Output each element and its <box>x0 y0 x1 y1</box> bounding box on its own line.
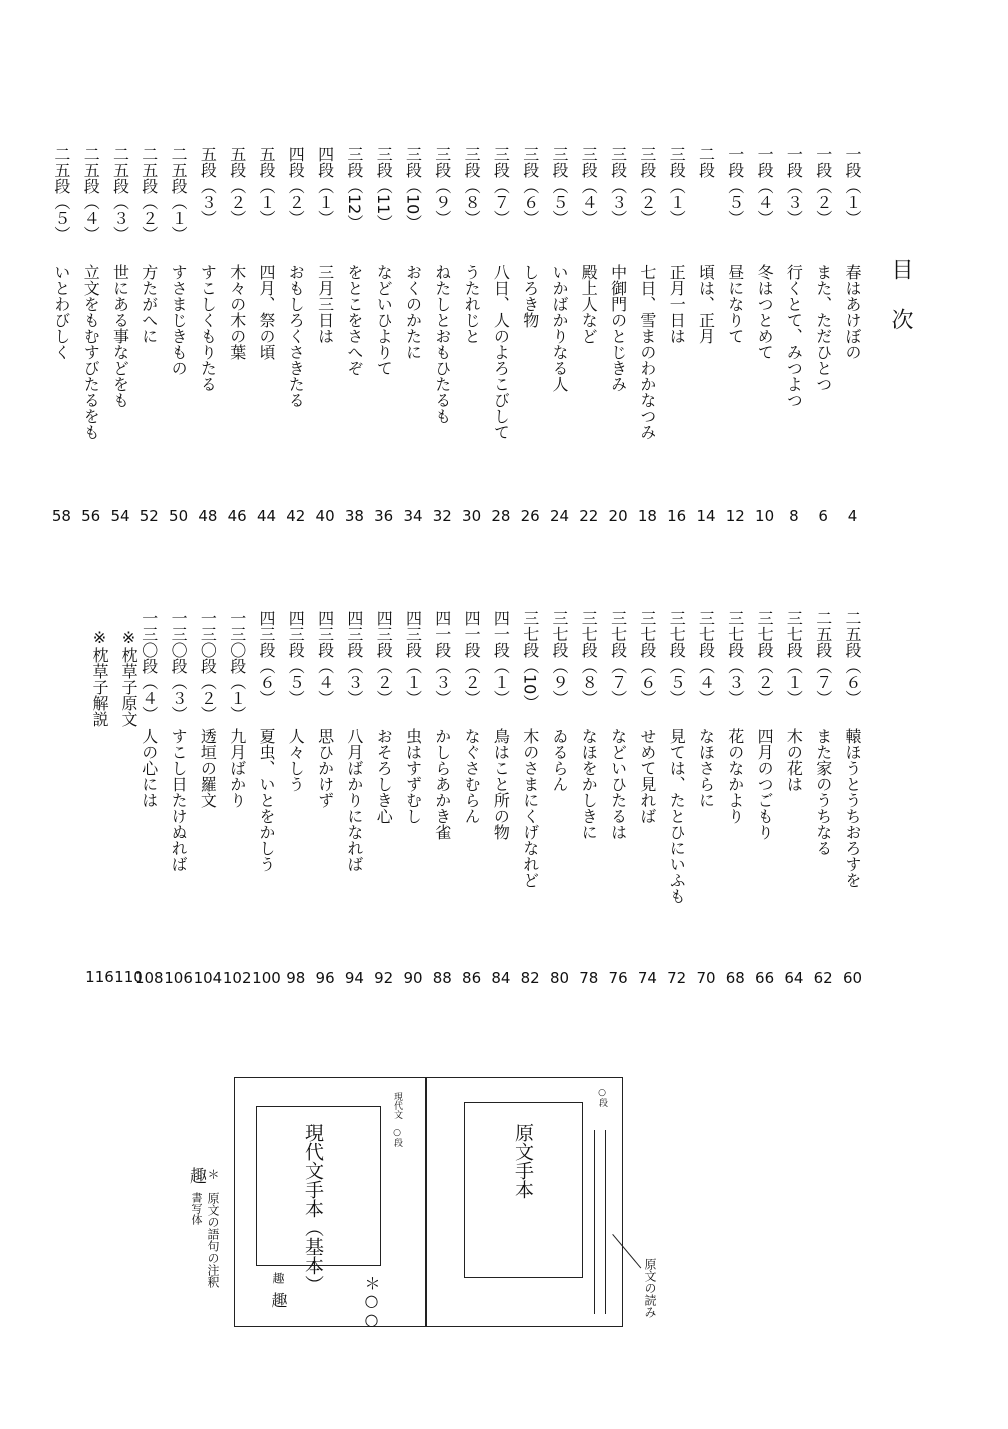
toc-entry <box>721 146 750 686</box>
note-page-number: 110 <box>114 968 143 986</box>
toc-entry <box>692 610 721 1150</box>
toc-entry <box>633 146 662 686</box>
toc-entry <box>252 146 281 686</box>
toc-page-number: 14 <box>696 507 716 525</box>
toc-entry <box>574 146 603 686</box>
toc-entry <box>838 146 867 686</box>
toc-page-number: 84 <box>491 969 511 987</box>
toc-entry-title: なほさらに <box>696 728 716 808</box>
toc-entry <box>516 146 545 686</box>
left-page-header: 現代文 ○段 <box>392 1092 402 1147</box>
toc-entry <box>340 610 369 1150</box>
page-layout-diagram <box>234 1077 623 1327</box>
toc-section-number: 三段（12） <box>344 146 364 231</box>
toc-entry-title: おもしろくさきたる <box>286 264 306 408</box>
toc-page-number: 22 <box>579 507 599 525</box>
toc-page-number: 96 <box>315 969 335 987</box>
toc-page-number: 64 <box>784 969 804 987</box>
toc-section-number: 二段 <box>696 146 716 178</box>
toc-entry-title: うたれじと <box>462 264 482 344</box>
toc-entry <box>662 146 691 686</box>
toc-entry <box>428 610 457 1150</box>
toc-entry-title: をとこをさへぞ <box>344 264 364 376</box>
legend-style-label: 書写体 <box>190 1192 203 1225</box>
toc-section-number: 三段（１） <box>667 146 687 226</box>
toc-section-number: 三七段（２） <box>755 610 775 706</box>
toc-section-number: 五段（２） <box>227 146 247 226</box>
toc-page-number: 66 <box>755 969 775 987</box>
toc-page-number: 42 <box>286 507 306 525</box>
toc-page-number: 102 <box>222 969 252 987</box>
toc-entry-title: 四月のつごもり <box>755 728 775 840</box>
toc-entry <box>516 610 545 1150</box>
toc-entry-title: 立文をもむすびたるをも <box>81 264 101 440</box>
toc-section-number: 五段（３） <box>198 146 218 226</box>
toc-page-number: 30 <box>462 507 482 525</box>
toc-page-number: 58 <box>51 507 71 525</box>
toc-entry <box>428 146 457 686</box>
toc-section-number: 三七段（３） <box>725 610 745 706</box>
toc-page-number: 6 <box>818 507 828 525</box>
toc-entry <box>193 610 222 1150</box>
toc-section-number: 三段（５） <box>550 146 569 226</box>
toc-section-number: 三段（11） <box>374 146 394 231</box>
toc-section-number: 二五段（１） <box>169 146 189 242</box>
toc-page-number: 18 <box>637 507 657 525</box>
toc-page-number: 100 <box>252 969 281 987</box>
toc-section-number: 一段（１） <box>843 146 862 226</box>
toc-entry <box>750 146 779 686</box>
toc-section-number: 四一段（３） <box>432 610 452 706</box>
reading-line-1 <box>594 1130 595 1314</box>
toc-entry-title: すこし日たけぬれば <box>169 728 189 872</box>
shumi-print-label: 趣 <box>271 1272 285 1284</box>
toc-entry-title: 九月ばかり <box>227 728 247 808</box>
toc-entry <box>164 610 193 1150</box>
toc-entry <box>223 146 252 686</box>
toc-page-number: 50 <box>169 507 189 525</box>
asterisk-notes-mark: ＊○○ <box>362 1275 381 1329</box>
toc-entry <box>779 610 808 1150</box>
toc-section-number: 三段（６） <box>520 146 540 226</box>
toc-section-number: 四三段（４） <box>315 610 335 706</box>
toc-entry-title: 頃は、正月 <box>696 264 716 344</box>
toc-entry <box>809 610 838 1150</box>
toc-section-number: 一段（４） <box>755 146 775 226</box>
toc-page-number: 90 <box>403 969 423 987</box>
toc-section-number: 一三〇段（１） <box>227 610 247 722</box>
toc-entry <box>311 146 340 686</box>
toc-section-number: 二五段（２） <box>139 146 159 242</box>
toc-entry-title: などいひよりて <box>374 264 394 376</box>
toc-entry <box>838 610 867 1150</box>
toc-entry-title: なぐさむらん <box>462 728 482 824</box>
toc-entry <box>721 610 750 1150</box>
toc-page-number: 68 <box>725 969 745 987</box>
toc-entry <box>662 610 691 1150</box>
toc-entry-title: 八月ばかりになれば <box>344 728 364 872</box>
toc-page-number: 92 <box>374 969 394 987</box>
toc-entry-title: 木の花は <box>784 728 804 792</box>
toc-section-number: 四段（１） <box>315 146 335 226</box>
toc-entry-title: 虫はすずむし <box>403 728 423 824</box>
toc-page-number: 60 <box>842 969 863 987</box>
toc-page-number: 40 <box>315 507 335 525</box>
toc-page-number: 8 <box>789 507 799 525</box>
toc-section-number: 三段（４） <box>579 146 599 226</box>
original-text-label: 原文手本 <box>512 1123 534 1199</box>
spread-divider <box>425 1078 427 1326</box>
toc-section-number: 二五段（６） <box>843 610 862 706</box>
toc-entry-title: 八日、人のよろこびして <box>491 264 511 440</box>
toc-page-number: 78 <box>579 969 599 987</box>
toc-entry-title: 方たがへに <box>139 264 159 344</box>
toc-page-number: 38 <box>344 507 364 525</box>
toc-entry <box>779 146 808 686</box>
toc-page-number: 20 <box>608 507 628 525</box>
toc-entry-title: 春はあけぼの <box>843 264 862 360</box>
toc-section-number: 一三〇段（２） <box>198 610 218 722</box>
toc-entry <box>633 610 662 1150</box>
toc-entry-title: なほをかしきに <box>579 728 599 840</box>
toc-entry <box>692 146 721 686</box>
toc-entry-title: 木のさまにくげなれど <box>520 728 540 888</box>
toc-page-number: 24 <box>549 507 570 525</box>
toc-entry <box>340 146 369 686</box>
toc-entry <box>106 146 135 686</box>
modern-text-label: 現代文手本（基本） <box>302 1123 324 1294</box>
toc-entry <box>399 610 428 1150</box>
toc-entry-title: 木々の木の葉 <box>227 264 247 360</box>
toc-entry-title: 三月三日は <box>315 264 335 344</box>
toc-entry-title: また、ただひとつ <box>813 264 833 392</box>
toc-entry <box>750 610 779 1150</box>
toc-entry-title: ゐるらん <box>550 728 569 792</box>
reading-label: 原文の読み <box>643 1258 657 1318</box>
toc-section-number: 四一段（２） <box>462 610 482 706</box>
toc-entry <box>545 610 574 1150</box>
toc-page-number: 36 <box>374 507 394 525</box>
toc-entry <box>76 146 105 686</box>
toc-entry <box>486 146 515 686</box>
toc-entry <box>604 610 633 1150</box>
toc-section-number: 四三段（５） <box>286 610 306 706</box>
toc-entry <box>399 146 428 686</box>
toc-page-number: 70 <box>696 969 716 987</box>
toc-section-number: 五段（１） <box>257 146 276 226</box>
toc-page-number: 28 <box>491 507 511 525</box>
toc-page-number: 88 <box>432 969 452 987</box>
toc-section-number: 三段（３） <box>608 146 628 226</box>
toc-page-number: 104 <box>193 969 223 987</box>
toc-section-number: 二五段（３） <box>110 146 130 242</box>
original-text-box <box>464 1102 583 1278</box>
toc-entry <box>281 146 310 686</box>
toc-entry-title: 冬はつとめて <box>755 264 775 360</box>
toc-page-number: 98 <box>286 969 306 987</box>
toc-section-number: 三段（２） <box>637 146 657 226</box>
toc-section-number: 二五段（４） <box>81 146 101 242</box>
toc-entry-title: 夏虫、いとをかしう <box>257 728 276 872</box>
toc-entry-title: すこしくもりたる <box>198 264 218 392</box>
toc-section-number: 四三段（１） <box>403 610 423 706</box>
toc-entry-title: などいひたるは <box>608 728 628 840</box>
toc-page-number: 86 <box>462 969 482 987</box>
toc-entry <box>574 610 603 1150</box>
toc-page-number: 82 <box>520 969 540 987</box>
toc-section-number: 三七段（８） <box>579 610 599 706</box>
toc-entry-title: 鳥はこと所の物 <box>491 728 511 840</box>
toc-entry <box>809 146 838 686</box>
toc-entry-title: 花のなかより <box>725 728 745 824</box>
toc-entry <box>369 610 398 1150</box>
reading-line-2 <box>605 1130 606 1314</box>
note-genbun: ※枕草子原文 <box>119 628 138 727</box>
toc-entry-title: 昼になりて <box>725 264 745 344</box>
toc-section-number: 一三〇段（３） <box>169 610 189 722</box>
toc-entry-title: 中御門のとじきみ <box>608 264 628 392</box>
note-kaisetsu: ※枕草子解説 <box>90 628 109 727</box>
toc-page-number: 12 <box>725 507 745 525</box>
shumi-brush-label: 趣 <box>269 1292 288 1308</box>
toc-entry-title: しろき物 <box>520 264 540 328</box>
toc-section-number: 三七段（４） <box>696 610 716 706</box>
toc-section-number: 三七段（７） <box>608 610 628 706</box>
toc-page-number: 52 <box>139 507 159 525</box>
toc-entry-title: 人の心には <box>139 728 159 808</box>
legend-brush-char: 趣 <box>186 1167 206 1184</box>
toc-entry-title: すさまじきもの <box>169 264 189 376</box>
toc-section-number: 三段（10） <box>403 146 423 231</box>
toc-entry <box>193 146 222 686</box>
toc-section-number: 四三段（６） <box>257 610 276 706</box>
toc-page-number: 4 <box>847 507 858 525</box>
toc-section-number: 三段（９） <box>432 146 452 226</box>
toc-section-number: 一段（３） <box>784 146 804 226</box>
toc-entry-title: また家のうちなる <box>813 728 833 856</box>
toc-title: 目次 <box>888 258 913 358</box>
toc-entry-title: 行くとて、みつよつ <box>784 264 804 408</box>
toc-entry <box>545 146 574 686</box>
toc-section-number: 二五段（７） <box>813 610 833 706</box>
toc-entry <box>457 146 486 686</box>
toc-entry-title: いとわびしく <box>51 264 71 360</box>
toc-entry <box>252 610 281 1150</box>
toc-section-number: 一三〇段（４） <box>139 610 159 722</box>
toc-section-number: 四三段（３） <box>344 610 364 706</box>
toc-page-number: 80 <box>549 969 570 987</box>
toc-entry <box>604 146 633 686</box>
toc-section-number: 三七段（10） <box>520 610 540 711</box>
toc-page-number: 94 <box>344 969 364 987</box>
toc-page-number: 62 <box>813 969 833 987</box>
toc-section-number: 一段（５） <box>725 146 745 226</box>
toc-page-number: 56 <box>81 507 101 525</box>
toc-page-number: 10 <box>755 507 775 525</box>
toc-page-number: 32 <box>432 507 452 525</box>
toc-page-number: 46 <box>227 507 247 525</box>
toc-entry-title: 透垣の羅文 <box>198 728 218 808</box>
toc-entry-title: 七日、雪まのわかなつみ <box>637 264 657 440</box>
toc-entry <box>164 146 193 686</box>
legend-note: ＊ 原文の語句の注釈 <box>206 1168 220 1288</box>
toc-entry-title: かしらあかき雀 <box>432 728 452 840</box>
toc-entry <box>223 610 252 1150</box>
toc-page-number: 106 <box>164 969 193 987</box>
toc-section-number: 四段（２） <box>286 146 306 226</box>
toc-page-number: 54 <box>110 507 130 525</box>
toc-page-number: 76 <box>608 969 628 987</box>
toc-entry <box>369 146 398 686</box>
toc-section-number: 四一段（１） <box>491 610 511 706</box>
toc-section-number: 三段（７） <box>491 146 511 226</box>
toc-entry-title: 四月、祭の頃 <box>257 264 276 360</box>
toc-page-number: 44 <box>256 507 277 525</box>
toc-page-number: 48 <box>198 507 218 525</box>
toc-entry-title: 轅ほうとうちおろすを <box>843 728 862 888</box>
modern-text-box <box>256 1106 381 1294</box>
toc-entry <box>281 610 310 1150</box>
right-page-header: ○段 <box>597 1088 607 1107</box>
toc-entry <box>311 610 340 1150</box>
toc-entry-title: 世にある事などをも <box>110 264 130 408</box>
toc-entry-title: せめて見れば <box>637 728 657 824</box>
toc-section-number: 四三段（２） <box>374 610 394 706</box>
toc-entry-title: ねたしとおもひたるも <box>432 264 452 424</box>
toc-entry-title: 殿上人など <box>579 264 599 344</box>
toc-section-number: 二五段（５） <box>51 146 71 242</box>
toc-entry <box>457 610 486 1150</box>
toc-section-number: 三七段（１） <box>784 610 804 706</box>
note-page-number: 116 <box>85 968 114 986</box>
toc-page-number: 34 <box>403 507 423 525</box>
toc-entry-title: 見ては、たとひにいふも <box>667 728 687 904</box>
toc-section-number: 一段（２） <box>813 146 833 226</box>
toc-section-number: 三七段（９） <box>550 610 569 706</box>
toc-section-number: 三七段（５） <box>667 610 687 706</box>
toc-entry-title: 正月一日は <box>667 264 687 344</box>
toc-entry-title: おそろしき心 <box>374 728 394 824</box>
toc-page-number: 74 <box>637 969 657 987</box>
toc-entry <box>135 146 164 686</box>
toc-entry-title: 思ひかけず <box>315 728 335 808</box>
toc-page-number: 72 <box>667 969 687 987</box>
toc-entry <box>47 146 76 686</box>
toc-entry-title: 人々しう <box>286 728 306 792</box>
toc-entry <box>486 610 515 1150</box>
toc-page-number: 16 <box>667 507 687 525</box>
toc-page-number: 108 <box>134 969 164 987</box>
toc-entry-title: いかばかりなる人 <box>550 264 569 392</box>
toc-page-number: 26 <box>520 507 540 525</box>
toc-section-number: 三段（８） <box>462 146 482 226</box>
toc-section-number: 三七段（６） <box>637 610 657 706</box>
toc-entry-title: おくのかたに <box>403 264 423 360</box>
